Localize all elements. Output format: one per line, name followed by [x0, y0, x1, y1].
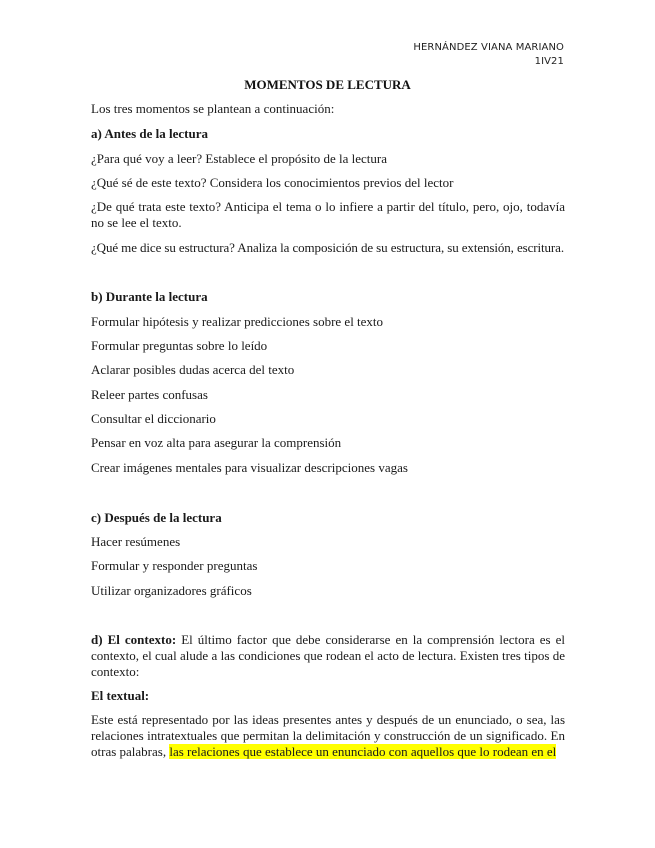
list-item: Pensar en voz alta para asegurar la comprensión	[91, 435, 342, 450]
list-item: Consultar el diccionario	[91, 411, 216, 426]
list-item: Utilizar organizadores gráficos	[91, 583, 252, 598]
textual-heading: El textual:	[91, 688, 150, 703]
textual-text: Este está representado por las ideas presentes antes y después de un enunciado, o sea, las relaciones intratextuales que permitan la delimitación y construcción de un significado. En otras palabras,	[91, 712, 565, 759]
intro-text: Los tres momentos se plantean a continuación:	[91, 101, 335, 116]
textual-paragraph	[91, 712, 565, 760]
page-header	[413, 41, 564, 69]
highlighted-text: las relaciones que establece un enunciado con aquellos que lo rodean en el	[169, 744, 557, 759]
contexto-paragraph	[91, 632, 565, 680]
list-item: Crear imágenes mentales para visualizar descripciones vagas	[91, 460, 408, 475]
list-item: ¿Qué me dice su estructura? Analiza la composición de su estructura, su extensión, escritura.	[91, 240, 564, 255]
list-item: Formular hipótesis y realizar predicciones sobre el texto	[91, 314, 384, 329]
list-item: Hacer resúmenes	[91, 534, 181, 549]
list-item: Releer partes confusas	[91, 387, 208, 402]
section-heading-antes: a) Antes de la lectura	[91, 126, 208, 141]
author-name: HERNÁNDEZ VIANA MARIANO	[413, 42, 564, 53]
page-title: MOMENTOS DE LECTURA	[244, 77, 411, 92]
section-heading-durante: b) Durante la lectura	[91, 289, 208, 304]
list-item: Aclarar posibles dudas acerca del texto	[91, 362, 295, 377]
group-code: 1IV21	[534, 56, 564, 67]
list-item: Formular preguntas sobre lo leído	[91, 338, 268, 353]
contexto-heading: d) El contexto:	[91, 632, 177, 647]
list-item: ¿Para qué voy a leer? Establece el propósito de la lectura	[91, 151, 387, 166]
list-item: ¿De qué trata este texto? Anticipa el tema o lo infiere a partir del título, pero, ojo, todavía no se lee el texto.	[91, 199, 565, 230]
contexto-text: El último factor que debe considerarse en la comprensión lectora es el contexto, el cual alude a las condiciones que rodean el acto de lectura. Existen tres tipos de contexto:	[91, 632, 566, 679]
list-item: Formular y responder preguntas	[91, 558, 258, 573]
list-item: ¿Qué sé de este texto? Considera los conocimientos previos del lector	[91, 175, 454, 190]
section-heading-despues: c) Después de la lectura	[91, 510, 222, 525]
